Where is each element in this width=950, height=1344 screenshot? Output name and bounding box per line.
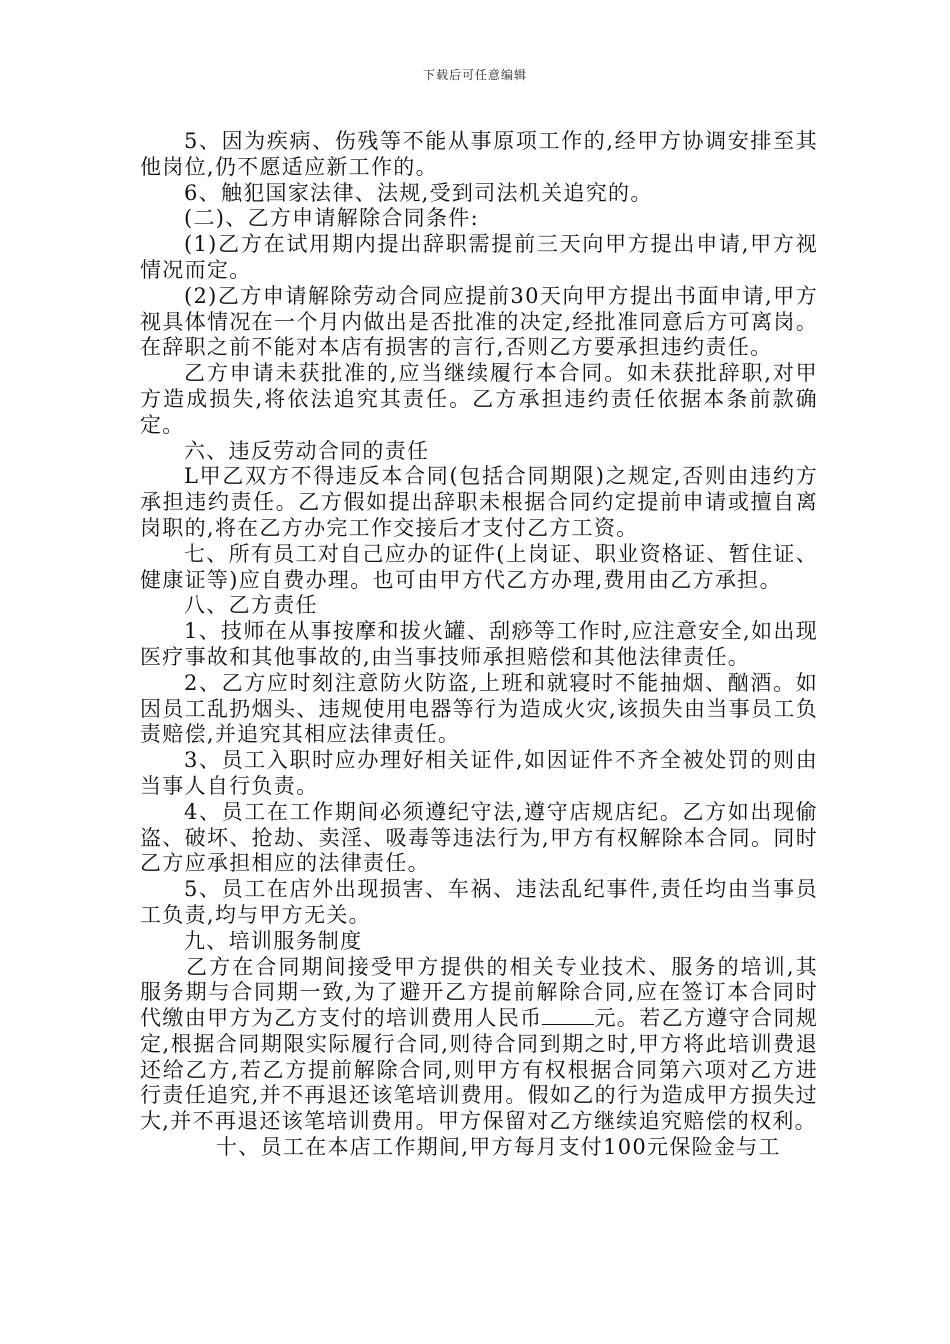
paragraph-duty-outside: 5、员工在店外出现损害、车祸、违法乱纪事件,责任均由当事员工负责,均与甲方无关。	[140, 877, 818, 927]
paragraph-certificates: 七、所有员工对自己应办的证件(上岗证、职业资格证、暂住证、健康证等)应自费办理。也可由甲方代乙方办理,费用由乙方承担。	[140, 541, 818, 592]
paragraph-law-clause: 6、触犯国家法律、法规,受到司法机关追究的。	[184, 180, 653, 205]
paragraph-illness-clause: 5、因为疾病、伤残等不能从事原项工作的,经甲方协调安排至其他岗位,仍不愿适应新工作的。	[140, 129, 818, 179]
paragraph-insurance: 十、员工在本店工作期间,甲方每月支付100元保险金与工	[216, 1135, 781, 1160]
paragraph-duty-safety: 1、技师在从事按摩和拔火罐、刮痧等工作时,应注意安全,如出现医疗事故和其他事故的,由当事技师承担赔偿和其他法律责任。	[140, 619, 818, 669]
paragraph-duty-certificates: 3、员工入职时应办理好相关证件,如因证件不齐全被处罚的则由当事人自行负责。	[140, 748, 818, 798]
paragraph-resignation-notice: (2)乙方申请解除劳动合同应提前30天向甲方提出书面申请,甲方视具体情况在一个月内做出是否批准的决定,经批准同意后方可离岗。在辞职之前不能对本店有损害的言行,否则乙方要承担违约责任。	[140, 283, 818, 360]
training-text-before-blank: 乙方在合同期间接受甲方提供的相关专业技术、服务的培训,其服务期与合同期一致,为了避开乙方提前解除合同,应在签订本合同时代缴由甲方为乙方支付的培训费用人民币	[140, 954, 818, 1031]
paragraph-duty-fire: 2、乙方应时刻注意防火防盗,上班和就寝时不能抽烟、酗酒。如因员工乱扔烟头、违规使用电器等行为造成火灾,该损失由当事员工负责赔偿,并追究其相应法律责任。	[140, 670, 818, 747]
section-heading-employee-duties: 八、乙方责任	[184, 593, 318, 618]
section-heading-employee-termination: (二)、乙方申请解除合同条件:	[184, 206, 479, 231]
paragraph-probation-resignation: (1)乙方在试用期内提出辞职需提前三天向甲方提出申请,甲方视情况而定。	[140, 232, 818, 282]
section-heading-breach: 六、违反劳动合同的责任	[184, 438, 430, 463]
document-body	[140, 129, 818, 1161]
paragraph-training-service	[140, 955, 818, 1136]
fill-in-blank-amount	[542, 1006, 594, 1025]
section-heading-training: 九、培训服务制度	[184, 928, 363, 953]
page-header-note: 下载后可任意编辑	[422, 68, 527, 82]
paragraph-breach-liability: L甲乙双方不得违反本合同(包括合同期限)之规定,否则由违约方承担违约责任。乙方假如提出辞职未根据合同约定提前申请或擅自离岗职的,将在乙方办完工作交接后才支付乙方工资。	[140, 464, 818, 540]
training-text-after-blank: 元。若乙方遵守合同规定,根据合同期限实际履行合同,则待合同到期之时,甲方将此培训费退还给乙方,若乙方提前解除合同,则甲方有权根据合同第六项对乙方进行责任追究,并不再退还该笔培训费用。假如乙的行为造成甲方损失过大,并不再退还该笔培训费用。甲方保留对乙方继续追究赔偿的权利。	[140, 1006, 819, 1134]
paragraph-resignation-denied: 乙方申请未获批准的,应当继续履行本合同。如未获批辞职,对甲方造成损失,将依法追究其责任。乙方承担违约责任依据本条前款确定。	[140, 361, 818, 437]
paragraph-duty-law: 4、员工在工作期间必须遵纪守法,遵守店规店纪。乙方如出现偷盗、破坏、抢劫、卖淫、吸毒等违法行为,甲方有权解除本合同。同时乙方应承担相应的法律责任。	[140, 799, 818, 876]
